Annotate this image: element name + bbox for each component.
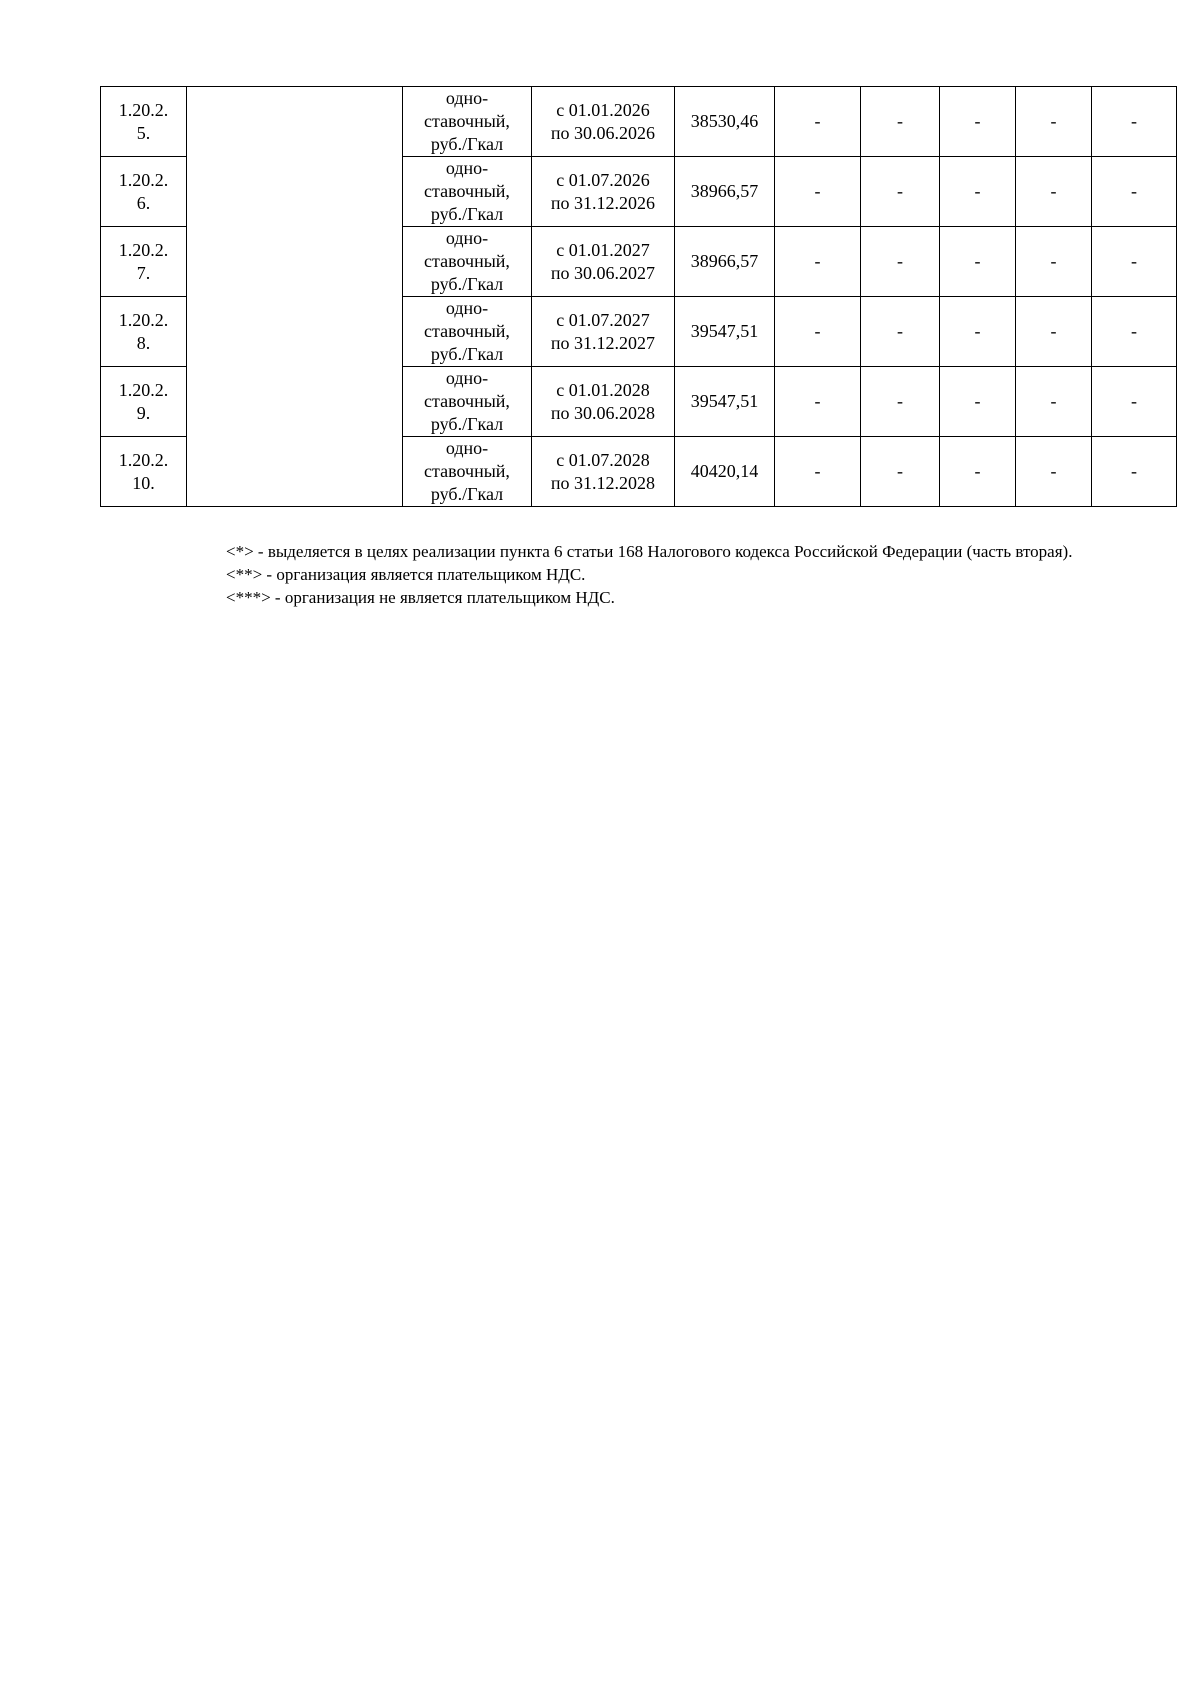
dash-cell (775, 87, 861, 157)
row-number: 1.20.2. 5. (118, 99, 169, 143)
rate-type-cell (403, 297, 532, 367)
dash: - (897, 251, 903, 271)
row-number-cell (101, 367, 187, 437)
dash: - (1131, 251, 1137, 271)
rate-type-cell (403, 87, 532, 157)
period-cell (532, 227, 675, 297)
period: с 01.01.2026 по 30.06.2026 (550, 99, 656, 143)
footnote-not-vat-payer: <***> - организация не является плательщиком НДС. (226, 588, 615, 607)
period: с 01.07.2028 по 31.12.2028 (550, 449, 656, 493)
row-number: 1.20.2. 10. (118, 449, 169, 493)
period: с 01.01.2028 по 30.06.2028 (550, 379, 656, 423)
rate-type-cell (403, 157, 532, 227)
dash: - (1131, 461, 1137, 481)
dash-cell (775, 297, 861, 367)
dash: - (814, 321, 821, 341)
dash-cell (775, 157, 861, 227)
period-cell (532, 437, 675, 507)
tariff-value: 40420,14 (690, 461, 759, 481)
row-number-cell (101, 87, 187, 157)
dash: - (1050, 391, 1057, 411)
row-number-cell (101, 297, 187, 367)
rate-type: одно- ставочный, руб./Гкал (424, 298, 510, 364)
dash-cell (1016, 297, 1092, 367)
dash: - (1050, 181, 1057, 201)
rate-type: одно- ставочный, руб./Гкал (424, 158, 510, 224)
dash: - (1050, 321, 1057, 341)
tariff-value: 38966,57 (690, 181, 759, 201)
dash-cell (1092, 157, 1177, 227)
tariff-value: 38530,46 (690, 111, 759, 131)
row-number-cell (101, 227, 187, 297)
dash: - (814, 251, 821, 271)
dash: - (897, 181, 903, 201)
table-row (101, 87, 1177, 157)
dash: - (897, 321, 903, 341)
dash: - (897, 391, 903, 411)
dash-cell (1016, 87, 1092, 157)
dash-cell (861, 297, 940, 367)
period-cell (532, 87, 675, 157)
rate-type-cell (403, 367, 532, 437)
footnotes (172, 540, 1122, 609)
dash-cell (1092, 367, 1177, 437)
dash-cell (1092, 227, 1177, 297)
dash-cell (940, 87, 1016, 157)
dash-cell (1016, 227, 1092, 297)
dash: - (1050, 111, 1057, 131)
row-number: 1.20.2. 9. (118, 379, 169, 423)
footnote-vat-allocated: <*> - выделяется в целях реализации пункта 6 статьи 168 Налогового кодекса Российской Федерации (часть вторая). (226, 542, 1073, 561)
footnote-vat-payer: <**> - организация является плательщиком НДС. (226, 565, 586, 584)
dash-cell (940, 297, 1016, 367)
tariff-value: 38966,57 (690, 251, 759, 271)
tariff-table (100, 86, 1177, 507)
dash: - (974, 251, 981, 271)
tariff-value-cell (675, 157, 775, 227)
period: с 01.07.2026 по 31.12.2026 (550, 169, 656, 213)
period-cell (532, 367, 675, 437)
dash: - (974, 321, 981, 341)
period-cell (532, 157, 675, 227)
dash: - (1050, 251, 1057, 271)
dash-cell (775, 367, 861, 437)
row-number: 1.20.2. 8. (118, 309, 169, 353)
dash-cell (861, 157, 940, 227)
dash-cell (940, 437, 1016, 507)
rate-type: одно- ставочный, руб./Гкал (424, 228, 510, 294)
dash-cell (775, 437, 861, 507)
dash-cell (940, 227, 1016, 297)
dash: - (974, 181, 981, 201)
dash: - (897, 111, 903, 131)
rate-type: одно- ставочный, руб./Гкал (424, 438, 510, 504)
dash-cell (1016, 157, 1092, 227)
tariff-value-cell (675, 227, 775, 297)
period-cell (532, 297, 675, 367)
dash: - (897, 461, 903, 481)
tariff-value-cell (675, 367, 775, 437)
dash-cell (1016, 437, 1092, 507)
dash: - (1131, 321, 1137, 341)
dash-cell (861, 227, 940, 297)
dash: - (1131, 111, 1137, 131)
tariff-value-cell (675, 87, 775, 157)
dash-cell (1092, 297, 1177, 367)
merged-name-cell (187, 87, 403, 507)
dash: - (814, 111, 821, 131)
rate-type: одно- ставочный, руб./Гкал (424, 368, 510, 434)
dash: - (1131, 181, 1137, 201)
row-number: 1.20.2. 7. (118, 239, 169, 283)
dash-cell (861, 87, 940, 157)
dash-cell (861, 367, 940, 437)
rate-type: одно- ставочный, руб./Гкал (424, 88, 510, 154)
dash: - (974, 461, 981, 481)
dash: - (814, 461, 821, 481)
dash-cell (861, 437, 940, 507)
row-number-cell (101, 157, 187, 227)
tariff-value-cell (675, 437, 775, 507)
dash: - (1131, 391, 1137, 411)
period: с 01.01.2027 по 30.06.2027 (550, 239, 656, 283)
dash-cell (1092, 87, 1177, 157)
rate-type-cell (403, 227, 532, 297)
dash: - (814, 181, 821, 201)
tariff-value-cell (675, 297, 775, 367)
rate-type-cell (403, 437, 532, 507)
dash: - (814, 391, 821, 411)
dash-cell (1092, 437, 1177, 507)
dash-cell (775, 227, 861, 297)
row-number-cell (101, 437, 187, 507)
dash: - (1050, 461, 1057, 481)
dash-cell (940, 367, 1016, 437)
row-number: 1.20.2. 6. (118, 169, 169, 213)
tariff-value: 39547,51 (690, 391, 759, 411)
tariff-value: 39547,51 (690, 321, 759, 341)
dash: - (974, 111, 981, 131)
dash-cell (1016, 367, 1092, 437)
period: с 01.07.2027 по 31.12.2027 (550, 309, 656, 353)
dash: - (974, 391, 981, 411)
dash-cell (940, 157, 1016, 227)
